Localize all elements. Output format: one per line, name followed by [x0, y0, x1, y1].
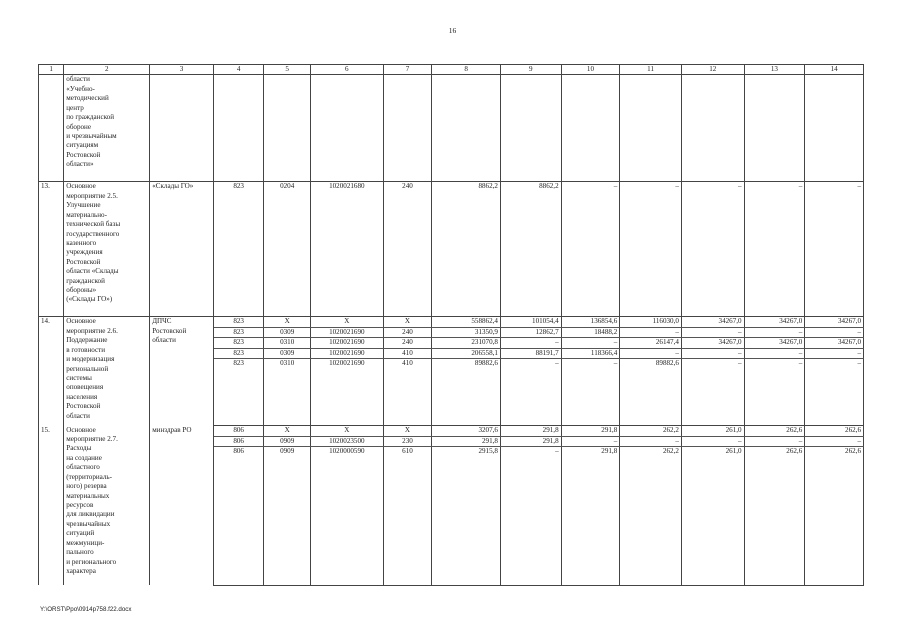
column-number: 13 — [744, 65, 805, 75]
empty-cell — [383, 75, 432, 182]
empty-cell — [744, 75, 805, 182]
value-cell: 1020021680 — [310, 182, 383, 317]
value-cell: X — [264, 426, 311, 436]
column-number: 8 — [432, 65, 501, 75]
executor-cell: «Склады ГО» — [150, 182, 214, 317]
column-number: 4 — [213, 65, 264, 75]
value-cell: – — [500, 446, 561, 585]
value-cell: – — [744, 359, 805, 426]
value-cell: 806 — [213, 436, 264, 446]
table-row — [39, 75, 864, 182]
measure-name-cell: Основное мероприятие 2.7. Расходы на создание областного (территориаль- ного) резерва материальных ресурсов для ликвидации чрезвычайных ситуаций межмуници- пального и регионального характера — [64, 426, 150, 586]
value-cell: 262,6 — [805, 426, 864, 436]
value-cell: 261,0 — [681, 446, 744, 585]
value-cell: 0310 — [264, 338, 311, 348]
value-cell: 101054,4 — [500, 317, 561, 327]
empty-cell — [310, 75, 383, 182]
value-cell: 206558,1 — [432, 348, 501, 358]
value-cell: 291,8 — [432, 436, 501, 446]
column-number: 3 — [150, 65, 214, 75]
row-number-cell: 15. — [39, 426, 64, 586]
value-cell: 823 — [213, 359, 264, 426]
value-cell: X — [383, 317, 432, 327]
value-cell: 31350,9 — [432, 327, 501, 337]
value-cell: – — [681, 359, 744, 426]
empty-cell — [432, 75, 501, 182]
header-row — [39, 65, 864, 75]
value-cell: – — [620, 327, 682, 337]
value-cell: 823 — [213, 338, 264, 348]
column-number: 14 — [805, 65, 864, 75]
value-cell: – — [620, 182, 682, 317]
value-cell: 89882,6 — [620, 359, 682, 426]
value-cell: – — [744, 436, 805, 446]
measure-name-cell: Основное мероприятие 2.5. Улучшение материально- технической базы государственного казенного учреждения Ростовской области «Склады гражданской обороны» («Склады ГО») — [64, 182, 150, 317]
value-cell: 0909 — [264, 436, 311, 446]
value-cell: 1020021690 — [310, 348, 383, 358]
column-number: 7 — [383, 65, 432, 75]
executor-cell: ДПЧС Ростовской области — [150, 317, 214, 426]
value-cell: 34267,0 — [744, 317, 805, 327]
value-cell: – — [805, 327, 864, 337]
value-cell: 1020021690 — [310, 359, 383, 426]
column-number: 10 — [561, 65, 620, 75]
value-cell: 34267,0 — [805, 317, 864, 327]
value-cell: 8862,2 — [500, 182, 561, 317]
table-row — [39, 317, 864, 327]
value-cell: 116030,0 — [620, 317, 682, 327]
value-cell: – — [500, 359, 561, 426]
value-cell: 34267,0 — [744, 338, 805, 348]
value-cell: 410 — [383, 359, 432, 426]
value-cell: – — [681, 182, 744, 317]
empty-cell — [213, 75, 264, 182]
empty-cell — [620, 75, 682, 182]
value-cell: 8862,2 — [432, 182, 501, 317]
value-cell: – — [805, 436, 864, 446]
value-cell: 261,0 — [681, 426, 744, 436]
value-cell: – — [561, 436, 620, 446]
column-number: 9 — [500, 65, 561, 75]
row-number-cell: 13. — [39, 182, 64, 317]
executor-cell: минздрав РО — [150, 426, 214, 586]
measure-name-cell: области «Учебно- методический центр по гражданской обороне и чрезвычайным ситуациям Ростовской области» — [64, 75, 150, 182]
value-cell: 231070,8 — [432, 338, 501, 348]
value-cell: 0310 — [264, 359, 311, 426]
value-cell: 410 — [383, 348, 432, 358]
value-cell: 262,6 — [744, 426, 805, 436]
value-cell: – — [620, 348, 682, 358]
column-number: 5 — [264, 65, 311, 75]
value-cell: 806 — [213, 426, 264, 436]
value-cell: 230 — [383, 436, 432, 446]
value-cell: – — [561, 182, 620, 317]
column-number: 12 — [681, 65, 744, 75]
value-cell: 240 — [383, 327, 432, 337]
value-cell: 0309 — [264, 327, 311, 337]
empty-cell — [805, 75, 864, 182]
empty-cell — [264, 75, 311, 182]
value-cell: X — [264, 317, 311, 327]
value-cell: 18488,2 — [561, 327, 620, 337]
value-cell: 262,2 — [620, 446, 682, 585]
value-cell: 1020021690 — [310, 338, 383, 348]
value-cell: 823 — [213, 327, 264, 337]
column-number: 2 — [64, 65, 150, 75]
value-cell: 262,6 — [744, 446, 805, 585]
value-cell: – — [805, 182, 864, 317]
value-cell: 3207,6 — [432, 426, 501, 436]
value-cell: – — [681, 436, 744, 446]
value-cell: 291,8 — [500, 426, 561, 436]
value-cell: X — [310, 317, 383, 327]
value-cell: – — [681, 348, 744, 358]
value-cell: 26147,4 — [620, 338, 682, 348]
value-cell: 291,8 — [561, 446, 620, 585]
value-cell: 610 — [383, 446, 432, 585]
value-cell: – — [561, 359, 620, 426]
value-cell: – — [805, 359, 864, 426]
value-cell: 558862,4 — [432, 317, 501, 327]
value-cell: X — [310, 426, 383, 436]
value-cell: 291,8 — [500, 436, 561, 446]
value-cell: 262,2 — [620, 426, 682, 436]
value-cell: 34267,0 — [681, 338, 744, 348]
empty-cell — [561, 75, 620, 182]
measure-name-cell: Основное мероприятие 2.6. Поддержание в готовности и модернизация региональной системы оповещения населения Ростовской области — [64, 317, 150, 426]
value-cell: – — [805, 348, 864, 358]
value-cell: 0204 — [264, 182, 311, 317]
value-cell: – — [561, 338, 620, 348]
value-cell: 34267,0 — [681, 317, 744, 327]
row-number-cell — [39, 75, 64, 182]
column-number: 6 — [310, 65, 383, 75]
value-cell: 806 — [213, 446, 264, 585]
value-cell: – — [744, 327, 805, 337]
column-number: 1 — [39, 65, 64, 75]
value-cell: – — [744, 348, 805, 358]
value-cell: X — [383, 426, 432, 436]
value-cell: 12862,7 — [500, 327, 561, 337]
value-cell: 0909 — [264, 446, 311, 585]
value-cell: – — [620, 436, 682, 446]
value-cell: 2915,8 — [432, 446, 501, 585]
empty-cell — [681, 75, 744, 182]
value-cell: 240 — [383, 182, 432, 317]
empty-cell — [150, 75, 214, 182]
page-number: 16 — [448, 26, 457, 35]
value-cell: 291,8 — [561, 426, 620, 436]
value-cell: 823 — [213, 348, 264, 358]
empty-cell — [500, 75, 561, 182]
value-cell: 136854,6 — [561, 317, 620, 327]
value-cell: – — [744, 182, 805, 317]
value-cell: – — [681, 327, 744, 337]
value-cell: 262,6 — [805, 446, 864, 585]
value-cell: 1020023500 — [310, 436, 383, 446]
value-cell: 118366,4 — [561, 348, 620, 358]
value-cell: 89882,6 — [432, 359, 501, 426]
budget-table — [38, 64, 864, 586]
value-cell: 1020021690 — [310, 327, 383, 337]
value-cell: 1020000590 — [310, 446, 383, 585]
table-row — [39, 182, 864, 317]
value-cell: 823 — [213, 182, 264, 317]
value-cell: 240 — [383, 338, 432, 348]
column-number: 11 — [620, 65, 682, 75]
table-row — [39, 426, 864, 436]
value-cell: 0309 — [264, 348, 311, 358]
value-cell: 823 — [213, 317, 264, 327]
value-cell: 88191,7 — [500, 348, 561, 358]
value-cell: – — [500, 338, 561, 348]
file-path-footer: Y:\ORST\Ppo\0914p758.f22.docx — [40, 606, 132, 613]
row-number-cell: 14. — [39, 317, 64, 426]
value-cell: 34267,0 — [805, 338, 864, 348]
